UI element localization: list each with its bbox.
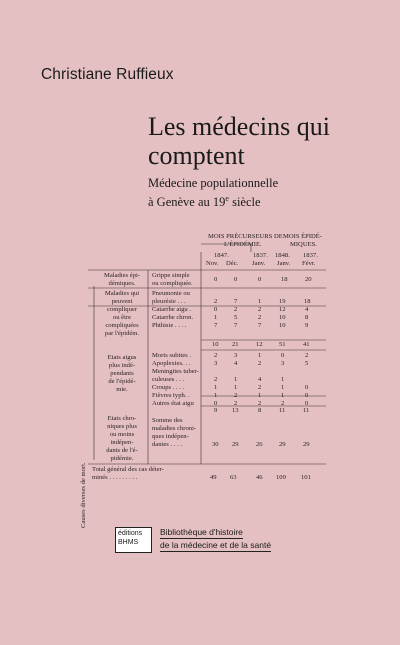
table-cell: 5 bbox=[234, 314, 238, 321]
group-heading: MOIS ÉPIDÉ- bbox=[283, 233, 323, 240]
table-cell: 3 bbox=[281, 360, 285, 367]
category-line: plus indé- bbox=[108, 362, 136, 369]
item-line: maladies chroni- bbox=[152, 425, 197, 432]
table-cell: 10 bbox=[279, 322, 286, 329]
table-cell: 3 bbox=[234, 352, 238, 359]
title-line-1: Les médecins qui bbox=[148, 112, 330, 141]
group-heading: MOIS PRÉCURSEURS DE bbox=[208, 233, 283, 240]
subtitle-line-2 bbox=[148, 191, 278, 210]
table-cell: 1 bbox=[214, 314, 218, 321]
item-line: Apoplexies. . . bbox=[152, 360, 191, 367]
subtitle-text: à Genève au 19 bbox=[148, 195, 226, 210]
item-line: Fièvres typh. . bbox=[152, 392, 190, 399]
table-cell: 101 bbox=[301, 474, 311, 481]
table-cell: 8 bbox=[258, 407, 262, 414]
table-cell: 3 bbox=[214, 360, 218, 367]
item-line: Catarrhe chron. bbox=[152, 314, 194, 321]
table-cell: 2 bbox=[305, 352, 309, 359]
category-line: démiques. bbox=[108, 280, 136, 287]
table-cell: 29 bbox=[279, 441, 286, 448]
series-line: de la médecine et de la santé bbox=[160, 540, 272, 550]
category-line: ou moins bbox=[109, 431, 135, 438]
table-cell: 26 bbox=[256, 441, 263, 448]
category-line: niques plus bbox=[107, 423, 137, 430]
table-cell: 29 bbox=[232, 441, 239, 448]
table-cell: 7 bbox=[234, 322, 238, 329]
table-cell: 2 bbox=[234, 400, 238, 407]
table-cell: 18 bbox=[304, 298, 311, 305]
table-cell: 21 bbox=[232, 341, 239, 348]
month-label: Févr. bbox=[302, 260, 316, 267]
table-cell: 9 bbox=[214, 407, 218, 414]
table-cell: 2 bbox=[258, 384, 262, 391]
table-cell: 10 bbox=[212, 341, 219, 348]
item-line: Somme des bbox=[152, 417, 183, 424]
publisher-line: BHMS bbox=[118, 538, 139, 546]
table-cell: 7 bbox=[258, 322, 262, 329]
table-cell: 2 bbox=[258, 306, 262, 313]
year-label: 1848. bbox=[275, 252, 290, 259]
table-cell: 30 bbox=[212, 441, 219, 448]
category-line: par l'épidém. bbox=[104, 330, 140, 337]
book-subtitle bbox=[148, 176, 278, 210]
table-cell: 9 bbox=[305, 322, 309, 329]
table-cell: 2 bbox=[258, 400, 262, 407]
table-cell: 20 bbox=[305, 276, 312, 283]
item-label bbox=[152, 290, 193, 330]
category-line: Maladies épi- bbox=[103, 272, 141, 279]
table-cell: 0 bbox=[281, 352, 285, 359]
year-label: 1837. bbox=[253, 252, 268, 259]
item-line: Pneumonie ou bbox=[152, 290, 190, 297]
table-cell: 13 bbox=[232, 407, 239, 414]
table-cell: 1 bbox=[281, 376, 285, 383]
table-cell: 1 bbox=[258, 352, 262, 359]
table-cell: 2 bbox=[234, 392, 238, 399]
item-line: Catarrhe aigu . bbox=[152, 306, 191, 313]
historical-table bbox=[80, 228, 328, 528]
table-cell: 1 bbox=[234, 384, 238, 391]
table-cell: 10 bbox=[279, 314, 286, 321]
grand-total-line: Total général des cas déter- bbox=[92, 466, 164, 473]
year-label: 1837. bbox=[303, 252, 318, 259]
year-label: 1847. bbox=[214, 252, 229, 259]
category-line: Etats chro- bbox=[107, 415, 137, 422]
table-cell: 7 bbox=[234, 298, 238, 305]
table-cell: 109 bbox=[276, 474, 286, 481]
item-line: culeuses . . . bbox=[152, 376, 185, 383]
item-line: Morts subites . bbox=[152, 352, 192, 359]
table-cell: 19 bbox=[279, 298, 286, 305]
category-line: indépen- bbox=[110, 439, 134, 446]
table-cell: 4 bbox=[258, 376, 262, 383]
table-cell: 2 bbox=[258, 360, 262, 367]
item-line: pleurésie . . . bbox=[152, 298, 186, 305]
table-cell: 1 bbox=[281, 392, 285, 399]
table-cell: 8 bbox=[305, 314, 309, 321]
table-cell: 2 bbox=[258, 314, 262, 321]
category-line: pidémie. bbox=[110, 455, 134, 462]
table-cell: 0 bbox=[305, 400, 309, 407]
table-cell: 0 bbox=[234, 276, 238, 283]
table-cell: 0 bbox=[214, 306, 218, 313]
category-line: de l'épidé- bbox=[108, 378, 136, 385]
table-cell: 0 bbox=[305, 384, 309, 391]
item-label bbox=[152, 352, 199, 408]
table-cell: 2 bbox=[214, 352, 218, 359]
table-cell: 0 bbox=[305, 392, 309, 399]
month-label: Déc. bbox=[226, 260, 239, 267]
item-line: Croups . . . . bbox=[152, 384, 185, 391]
table-cell: 0 bbox=[214, 400, 218, 407]
table-cell: 63 bbox=[230, 474, 237, 481]
category-line: mie. bbox=[116, 386, 128, 393]
category-label bbox=[96, 415, 148, 463]
item-line: Autres état aigu bbox=[152, 400, 194, 407]
table-cell: 11 bbox=[279, 407, 286, 414]
table-cell: 11 bbox=[303, 407, 310, 414]
table-cell: 46 bbox=[256, 474, 263, 481]
table-cell: 7 bbox=[214, 322, 218, 329]
table-cell: 49 bbox=[210, 474, 217, 481]
category-line: pendants bbox=[110, 370, 134, 377]
item-label bbox=[152, 272, 193, 288]
side-label: Causes diverses de mort. bbox=[80, 462, 87, 528]
table-cell: 0 bbox=[214, 276, 218, 283]
category-line: Maladies qui bbox=[104, 290, 140, 297]
item-line: Phthisie . . . . bbox=[152, 322, 187, 329]
title-line-2: comptent bbox=[148, 141, 245, 170]
publisher-line: éditions bbox=[118, 530, 143, 537]
category-line: ou être bbox=[112, 314, 132, 321]
item-line: Grippe simple bbox=[152, 272, 190, 279]
table-cell: 2 bbox=[281, 400, 285, 407]
table-cell: 1 bbox=[234, 376, 238, 383]
category-line: Etats aigus bbox=[107, 354, 137, 361]
table-cell: 2 bbox=[234, 306, 238, 313]
series-title bbox=[160, 527, 271, 553]
category-line: compliquer bbox=[106, 306, 138, 313]
table-cell: 1 bbox=[258, 392, 262, 399]
grand-total-line: minés . . . . . . . . . bbox=[92, 474, 138, 481]
table-cell: 1 bbox=[258, 298, 262, 305]
month-label: Janv. bbox=[277, 260, 291, 267]
month-label: Janv. bbox=[252, 260, 266, 267]
category-label bbox=[96, 272, 148, 288]
table-cell: 1 bbox=[214, 384, 218, 391]
item-line: Meningites tuber- bbox=[152, 368, 199, 375]
item-label bbox=[152, 417, 196, 449]
item-line: dantes . . . . bbox=[152, 441, 183, 448]
table-cell: 41 bbox=[303, 341, 310, 348]
grand-total-label bbox=[92, 466, 164, 482]
table-cell: 18 bbox=[281, 276, 288, 283]
category-label bbox=[96, 290, 148, 338]
month-label: Nov. bbox=[206, 260, 219, 267]
table-cell: 2 bbox=[214, 298, 218, 305]
author: Christiane Ruffieux bbox=[41, 66, 174, 83]
group-heading: L'ÉPIDÉMIE. bbox=[224, 241, 262, 248]
table-cell: 4 bbox=[234, 360, 238, 367]
table-cell: 12 bbox=[256, 341, 263, 348]
table-cell: 1 bbox=[281, 384, 285, 391]
category-line: peuvent bbox=[111, 298, 133, 305]
table-cell: 4 bbox=[305, 306, 309, 313]
publisher-logo bbox=[115, 527, 152, 553]
item-line: ou compliquée. bbox=[152, 280, 193, 287]
table-cell: 51 bbox=[279, 341, 286, 348]
table-cell: 5 bbox=[305, 360, 309, 367]
subtitle-line-1: Médecine populationnelle bbox=[148, 176, 279, 190]
table-cell: 12 bbox=[279, 306, 286, 313]
category-label bbox=[96, 354, 148, 394]
table-cell: 29 bbox=[303, 441, 310, 448]
series-line: Bibliothèque d'histoire bbox=[160, 527, 243, 537]
item-line: ques indépen- bbox=[152, 433, 189, 440]
table-cell: 0 bbox=[258, 276, 262, 283]
category-line: compliquées bbox=[105, 322, 139, 329]
table-cell: 1 bbox=[214, 392, 218, 399]
book-title bbox=[148, 112, 330, 170]
subtitle-sup: e bbox=[225, 194, 229, 203]
subtitle-text: siècle bbox=[228, 195, 261, 210]
category-line: dants de l'é- bbox=[106, 447, 138, 454]
group-heading: MIQUES. bbox=[290, 241, 317, 248]
table-cell: 2 bbox=[214, 376, 218, 383]
